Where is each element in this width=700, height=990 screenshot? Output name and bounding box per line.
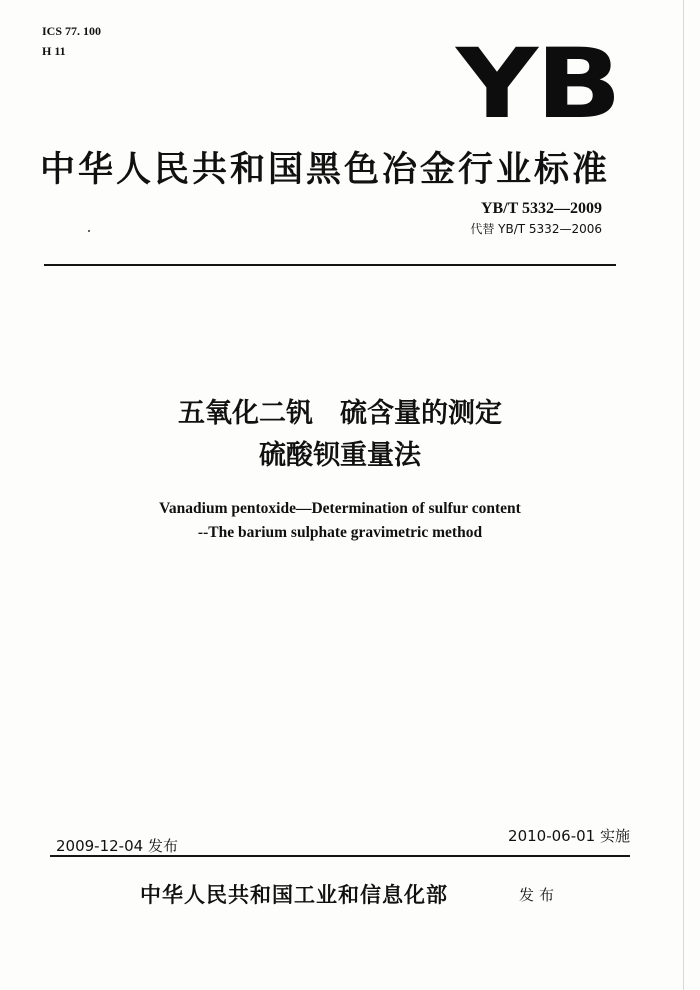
english-title-line-2: --The barium sulphate gravimetric method	[197, 524, 483, 541]
scan-edge-line	[683, 0, 684, 990]
top-divider	[44, 264, 616, 266]
bottom-divider	[50, 855, 630, 857]
yb-logo-text: YB	[456, 28, 620, 140]
ccs-code: H 11	[42, 44, 66, 58]
issuer-suffix: 发布	[519, 886, 560, 904]
chinese-title-line-1: 五氧化二钒 硫含量的测定	[178, 398, 502, 429]
scan-speck	[88, 230, 90, 232]
standard-replaces: 代替 YB/T 5332—2006	[470, 222, 602, 236]
standard-number: YB/T 5332—2009	[480, 200, 602, 217]
issue-date: 2009-12-04 发布	[56, 837, 178, 855]
chinese-title-line-2: 硫酸钡重量法	[259, 440, 421, 471]
org-title: 中华人民共和国黑色冶金行业标准	[40, 150, 611, 190]
ics-code: ICS 77. 100	[42, 24, 102, 38]
implementation-date: 2010-06-01 实施	[508, 827, 630, 845]
english-title-line-1: Vanadium pentoxide—Determination of sulfur content	[159, 500, 521, 517]
yb-logo	[456, 28, 626, 140]
issuer-name: 中华人民共和国工业和信息化部	[140, 883, 448, 907]
